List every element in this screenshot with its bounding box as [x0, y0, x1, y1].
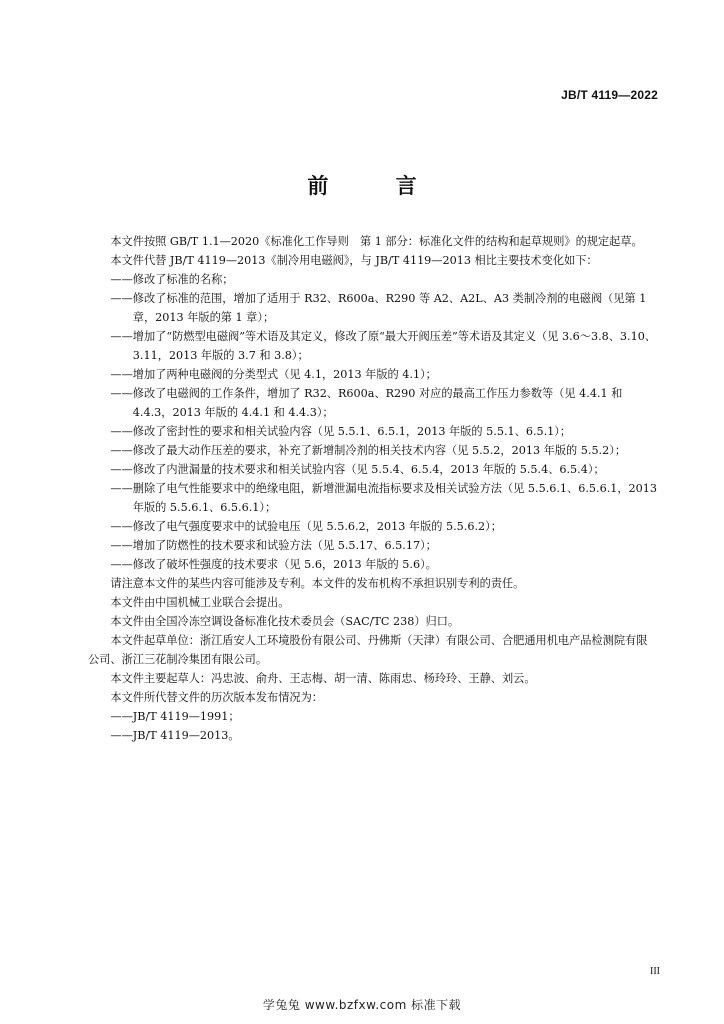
list-item: ——修改了电磁阀的工作条件，增加了 R32、R600a、R290 对应的最高工作压力参数等（见 4.4.1 和 4.4.3，2013 年版的 4.4.1 和 4.4.3）；: [110, 387, 623, 419]
list-item: ——修改了最大动作压差的要求，补充了新增制冷剂的相关技术内容（见 5.5.2，2013 年版的 5.5.2）；: [110, 444, 627, 457]
list-item: ——增加了防燃性的技术要求和试验方法（见 5.5.17、6.5.17）；: [110, 539, 437, 552]
paragraph: 本文件主要起草人：冯忠波、俞舟、王志梅、胡一清、陈雨忠、杨玲玲、王静、刘云。: [110, 672, 536, 685]
list-item: ——增加了“防燃型电磁阀”等术语及其定义，修改了原“最大开阀压差”等术语及其定义（见 3.6～3.8、3.10、3.11，2013 年版的 3.7 和 3.8）；: [110, 330, 657, 362]
list-item: ——修改了标准的范围，增加了适用于 R32、R600a、R290 等 A2、A2L、A3 类制冷剂的电磁阀（见第 1 章，2013 年版的第 1 章）；: [110, 292, 647, 324]
list-item: ——删除了电气性能要求中的绝缘电阻，新增泄漏电流指标要求及相关试验方法（见 5.5.6.1、6.5.6.1，2013 年版的 5.5.6.1、6.5.6.1）；: [110, 482, 658, 514]
standard-number: JB/T 4119—2022: [561, 88, 658, 102]
watermark-text: 学兔兔 www.bzfxw.com 标准下载: [262, 998, 462, 1012]
list-item: ——修改了密封性的要求和相关试验内容（见 5.5.1、6.5.1，2013 年版的 5.5.1、6.5.1）；: [110, 425, 572, 438]
paragraph: 本文件按照 GB/T 1.1—2020《标准化工作导则 第 1 部分：标准化文件的结构和起草规则》的规定起草。: [110, 235, 643, 248]
paragraph: 本文件由全国冷冻空调设备标准化技术委员会（SAC/TC 238）归口。: [110, 615, 460, 628]
paragraph: 本文件所代替文件的历次版本发布情况为：: [110, 691, 323, 704]
page-title: 前 言: [307, 174, 447, 198]
paragraph: 请注意本文件的某些内容可能涉及专利。本文件的发布机构不承担识别专利的责任。: [110, 577, 525, 590]
list-item: ——增加了两种电磁阀的分类型式（见 4.1，2013 年版的 4.1）；: [110, 368, 437, 381]
paragraph: 本文件由中国机械工业联合会提出。: [110, 596, 290, 609]
list-item: ——修改了标准的名称；: [110, 273, 234, 286]
list-item: ——修改了内泄漏量的技术要求和相关试验内容（见 5.5.4、6.5.4，2013 年版的 5.5.4、6.5.4）；: [110, 463, 605, 476]
page-number: III: [650, 966, 660, 977]
list-item: ——修改了破坏性强度的技术要求（见 5.6，2013 年版的 5.6）。: [110, 558, 437, 571]
list-item: ——修改了电气强度要求中的试验电压（见 5.5.6.2，2013 年版的 5.5.6.2）；: [110, 520, 502, 533]
paragraph: 本文件起草单位：浙江盾安人工环境股份有限公司、丹佛斯（天津）有限公司、合肥通用机电产品检测院有限公司、浙江三花制冷集团有限公司。: [88, 634, 648, 666]
list-item: ——JB/T 4119—1991；: [110, 710, 240, 723]
document-body: [88, 232, 658, 745]
paragraph: 本文件代替 JB/T 4119—2013《制冷用电磁阀》，与 JB/T 4119—2013 相比主要技术变化如下：: [110, 254, 598, 267]
list-item: ——JB/T 4119—2013。: [110, 729, 240, 742]
